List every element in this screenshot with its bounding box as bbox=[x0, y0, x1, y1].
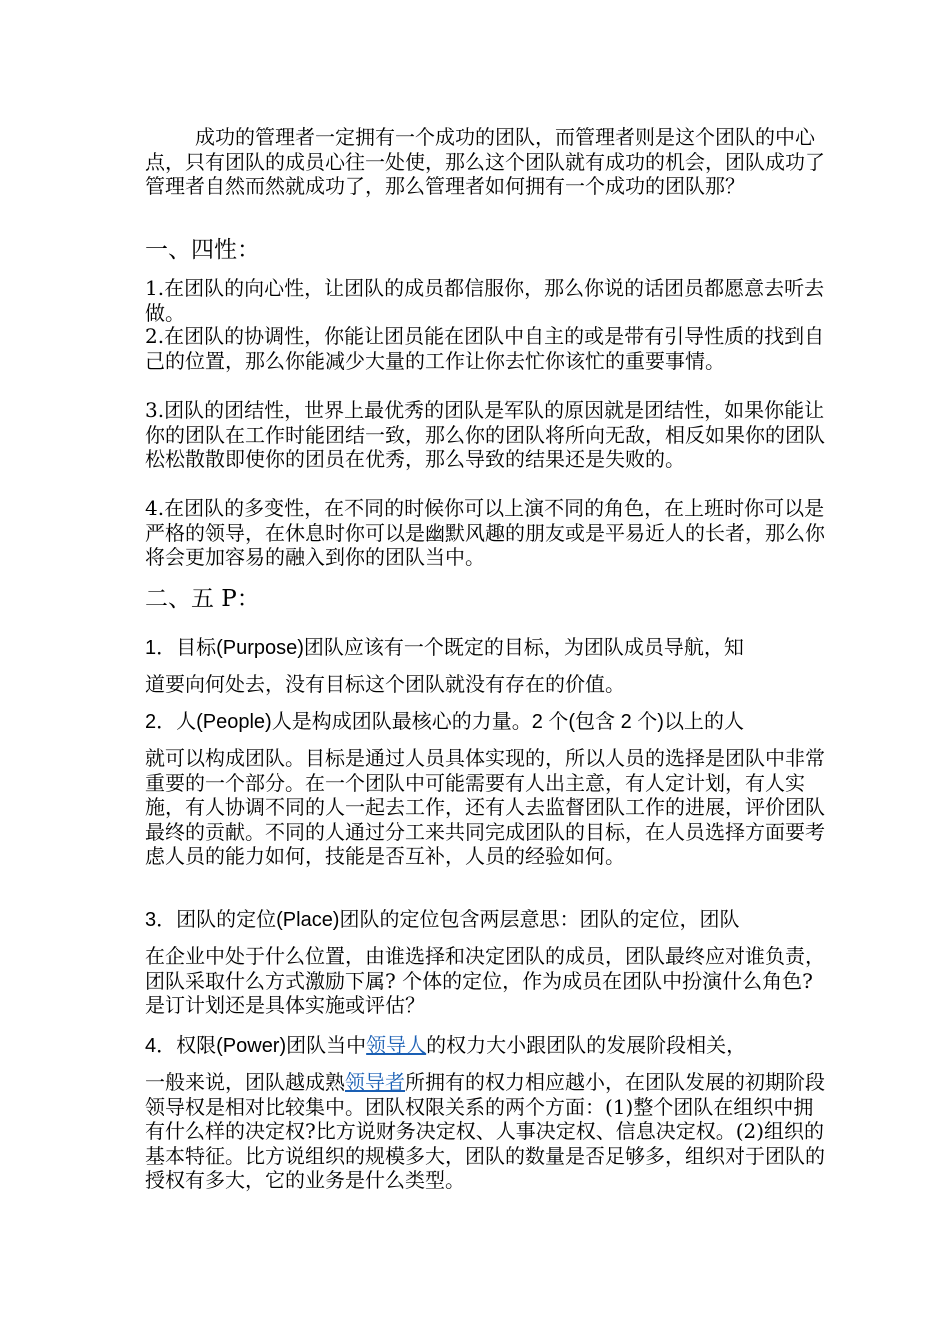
section1-item-1: 1.在团队的向心性，让团队的成员都信服你，那么你说的话团员都愿意去听去做。 bbox=[145, 276, 825, 325]
p2-rest: 就可以构成团队。目标是通过人员具体实现的，所以人员的选择是团队中非常重要的一个部分。在一个团队中可能需要有人出主意，有人定计划，有人实施，有人协调不同的人一起去工作，还有人去监督团队工作的进展，评价团队最终的贡献。不同的人通过分工来共同完成团队的目标，在人员选择方面要考虑人员的能力如何，技能是否互补，人员的经验如何。 bbox=[145, 746, 825, 868]
p3-rest: 在企业中处于什么位置，由谁选择和决定团队的成员，团队最终应对谁负责，团队采取什么方式激励下属? 个体的定位，作为成员在团队中扮演什么角色?是订计划还是具体实施或评估？ bbox=[145, 944, 825, 1017]
section1-heading: 一、四性： bbox=[145, 237, 260, 263]
p2-lead: 2．人(People)人是构成团队最核心的力量。2 个(包含 2 个)以上的人 bbox=[145, 711, 744, 733]
section1-item-3: 3.团队的团结性，世界上最优秀的团队是军队的原因就是团结性，如果你能让你的团队在工作时能团结一致，那么你的团队将所向无敌，相反如果你的团队松松散散即使你的团员在优秀，那么导致的结果还是失败的。 bbox=[145, 398, 825, 471]
section1-item-4: 4.在团队的多变性，在不同的时候你可以上演不同的角色，在上班时你可以是严格的领导，在休息时你可以是幽默风趣的朋友或是平易近人的长者，那么你将会更加容易的融入到你的团队当中。 bbox=[145, 496, 825, 569]
p1-rest: 道要向何处去，没有目标这个团队就没有存在的价值。 bbox=[145, 672, 625, 696]
p3-lead: 3．团队的定位(Place)团队的定位包含两层意思：团队的定位，团队 bbox=[145, 909, 740, 931]
leader-link[interactable]: 领导人 bbox=[366, 1035, 427, 1057]
intro-paragraph: 成功的管理者一定拥有一个成功的团队，而管理者则是这个团队的中心点，只有团队的成员心往一处使，那么这个团队就有成功的机会，团队成功了管理者自然而然就成功了，那么管理者如何拥有一个成功的团队那？ bbox=[145, 125, 825, 198]
p4-rest bbox=[145, 1070, 825, 1193]
section1-item-2: 2.在团队的协调性，你能让团员能在团队中自主的或是带有引导性质的找到自己的位置，那么你能减少大量的工作让你去忙你该忙的重要事情。 bbox=[145, 324, 825, 373]
p4-lead bbox=[145, 1034, 825, 1058]
section2-heading: 二、五 P： bbox=[145, 586, 260, 612]
leadership-link[interactable]: 领导者 bbox=[345, 1070, 405, 1094]
p4-rest-after: 所拥有的权力相应越小，在团队发展的初期阶段领导权是相对比较集中。团队权限关系的两个方面：(1)整个团队在组织中拥有什么样的决定权?比方说财务决定权、人事决定权、信息决定权。(2)组织的基本特征。比方说组织的规模多大，团队的数量是否足够多，组织对于团队的授权有多大，它的业务是什么类型。 bbox=[145, 1070, 825, 1192]
p4-lead-before: 4．权限(Power)团队当中 bbox=[145, 1035, 367, 1057]
p4-lead-after: 的权力大小跟团队的发展阶段相关， bbox=[426, 1035, 747, 1057]
p1-lead: 1．目标(Purpose)团队应该有一个既定的目标，为团队成员导航，知 bbox=[145, 637, 744, 659]
p4-rest-before: 一般来说，团队越成熟 bbox=[145, 1070, 345, 1094]
